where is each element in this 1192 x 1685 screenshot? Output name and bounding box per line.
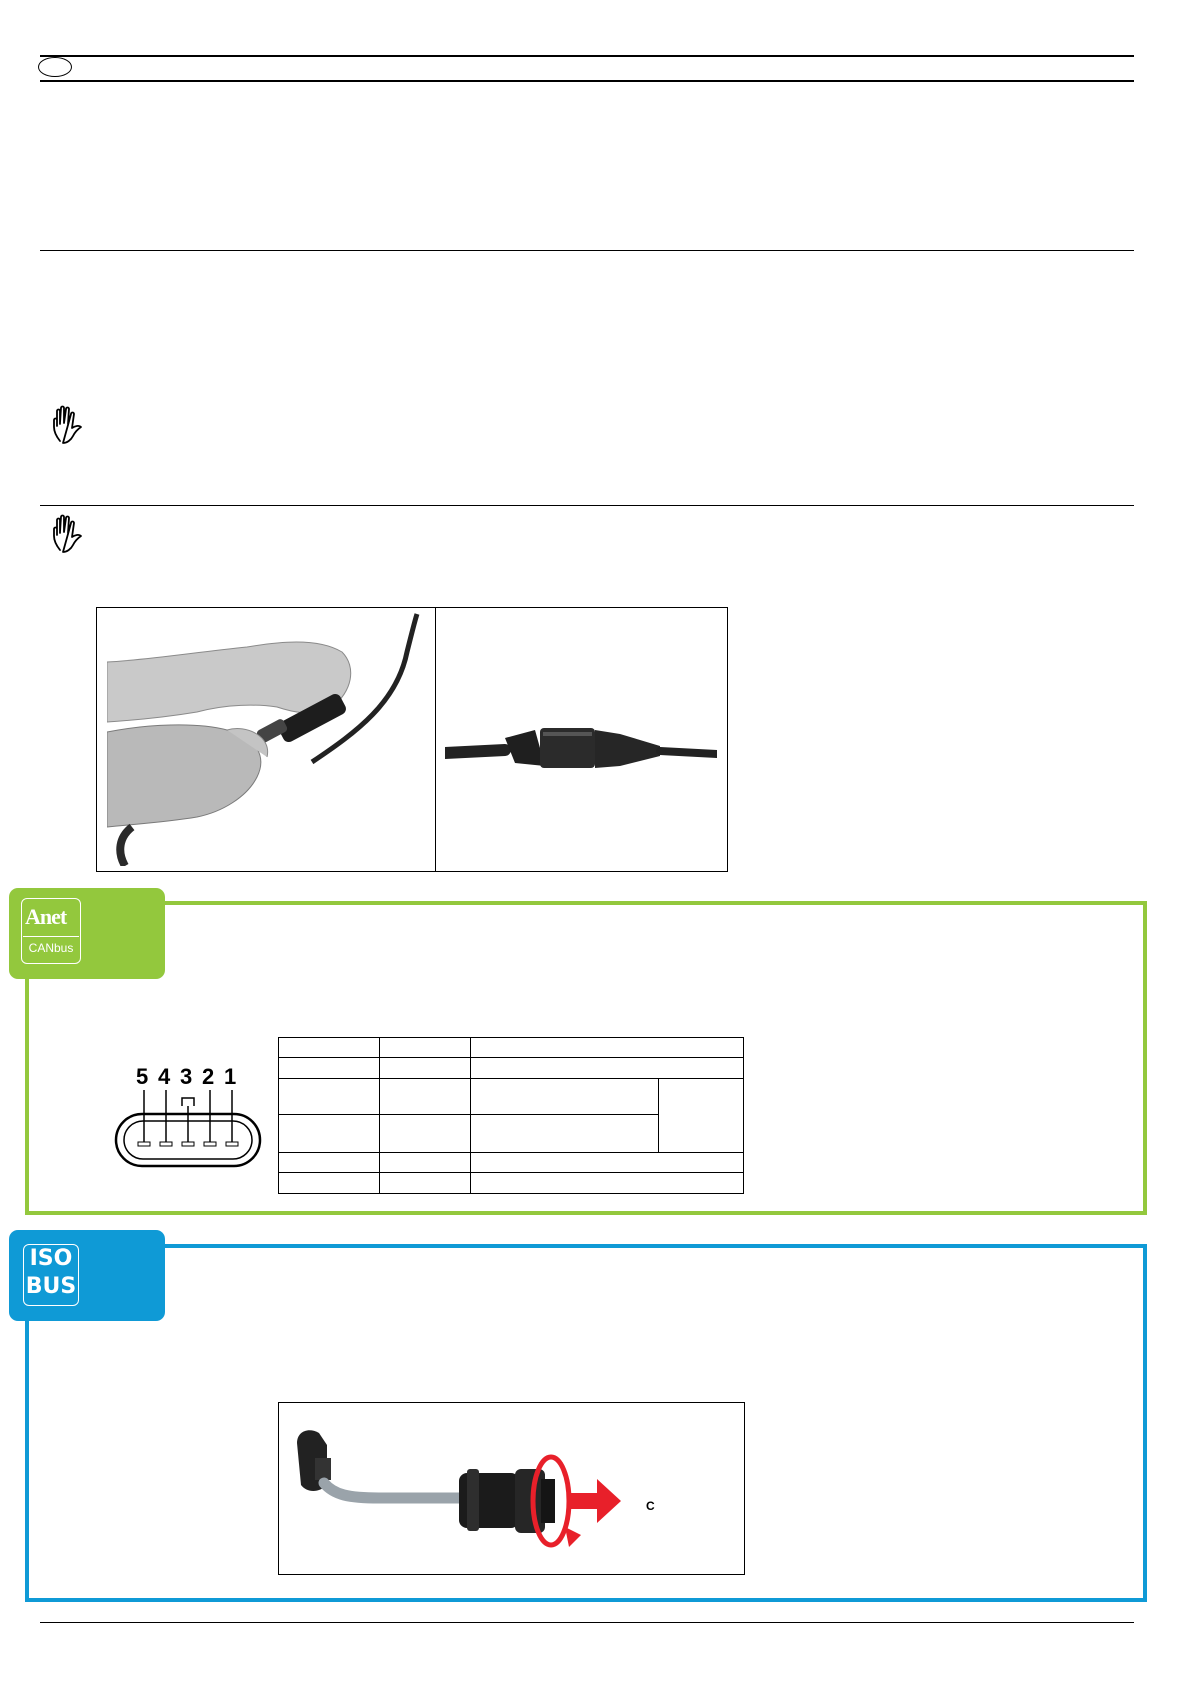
table-cell [471,1038,744,1058]
hand-warning-icon [48,512,88,556]
isobus-badge [9,1230,165,1321]
anet-canbus-badge [9,888,165,979]
footer-rule [40,1622,1134,1623]
pin-label: 4 [158,1064,171,1089]
pin-label: 1 [224,1064,237,1089]
table-cell [279,1038,380,1058]
table-cell [380,1115,471,1153]
hands-connecting-cable-photo [107,612,427,866]
hand-warning-icon [48,403,88,447]
table-cell [279,1173,380,1194]
connector-photos [96,607,728,872]
isobus-connector-figure [278,1402,745,1575]
table-cell [380,1153,471,1173]
language-oval-icon [38,57,72,77]
isobus-line2: BUS [25,1274,77,1299]
isobus-figure-label: C [646,1499,655,1513]
anet-logo-text: Anet [25,904,67,929]
section-rule-1 [40,250,1134,251]
table-cell [659,1079,744,1153]
table-cell [279,1115,380,1153]
table-cell [380,1038,471,1058]
connector-pin-diagram [114,1088,262,1168]
header-rule-bottom [40,80,1134,82]
table-cell [380,1173,471,1194]
pin-label: 3 [180,1064,193,1089]
table-cell [471,1153,744,1173]
table-cell [279,1079,380,1115]
connected-cable-photo [445,708,717,788]
anet-sub-text: CANbus [28,941,74,955]
table-cell [380,1058,471,1079]
header-rule-top [40,55,1134,57]
pinout-table [278,1037,744,1194]
pin-label: 2 [202,1064,215,1089]
table-cell [380,1079,471,1115]
table-cell [471,1173,744,1194]
section-rule-2 [40,505,1134,506]
table-cell [471,1115,659,1153]
table-cell [471,1079,659,1115]
photo-divider [435,608,436,871]
isobus-plug-removal-illustration [279,1403,743,1573]
table-cell [279,1153,380,1173]
table-cell [471,1058,744,1079]
pin-label: 5 [136,1064,149,1089]
isobus-line1: ISO [29,1246,73,1271]
table-cell [279,1058,380,1079]
